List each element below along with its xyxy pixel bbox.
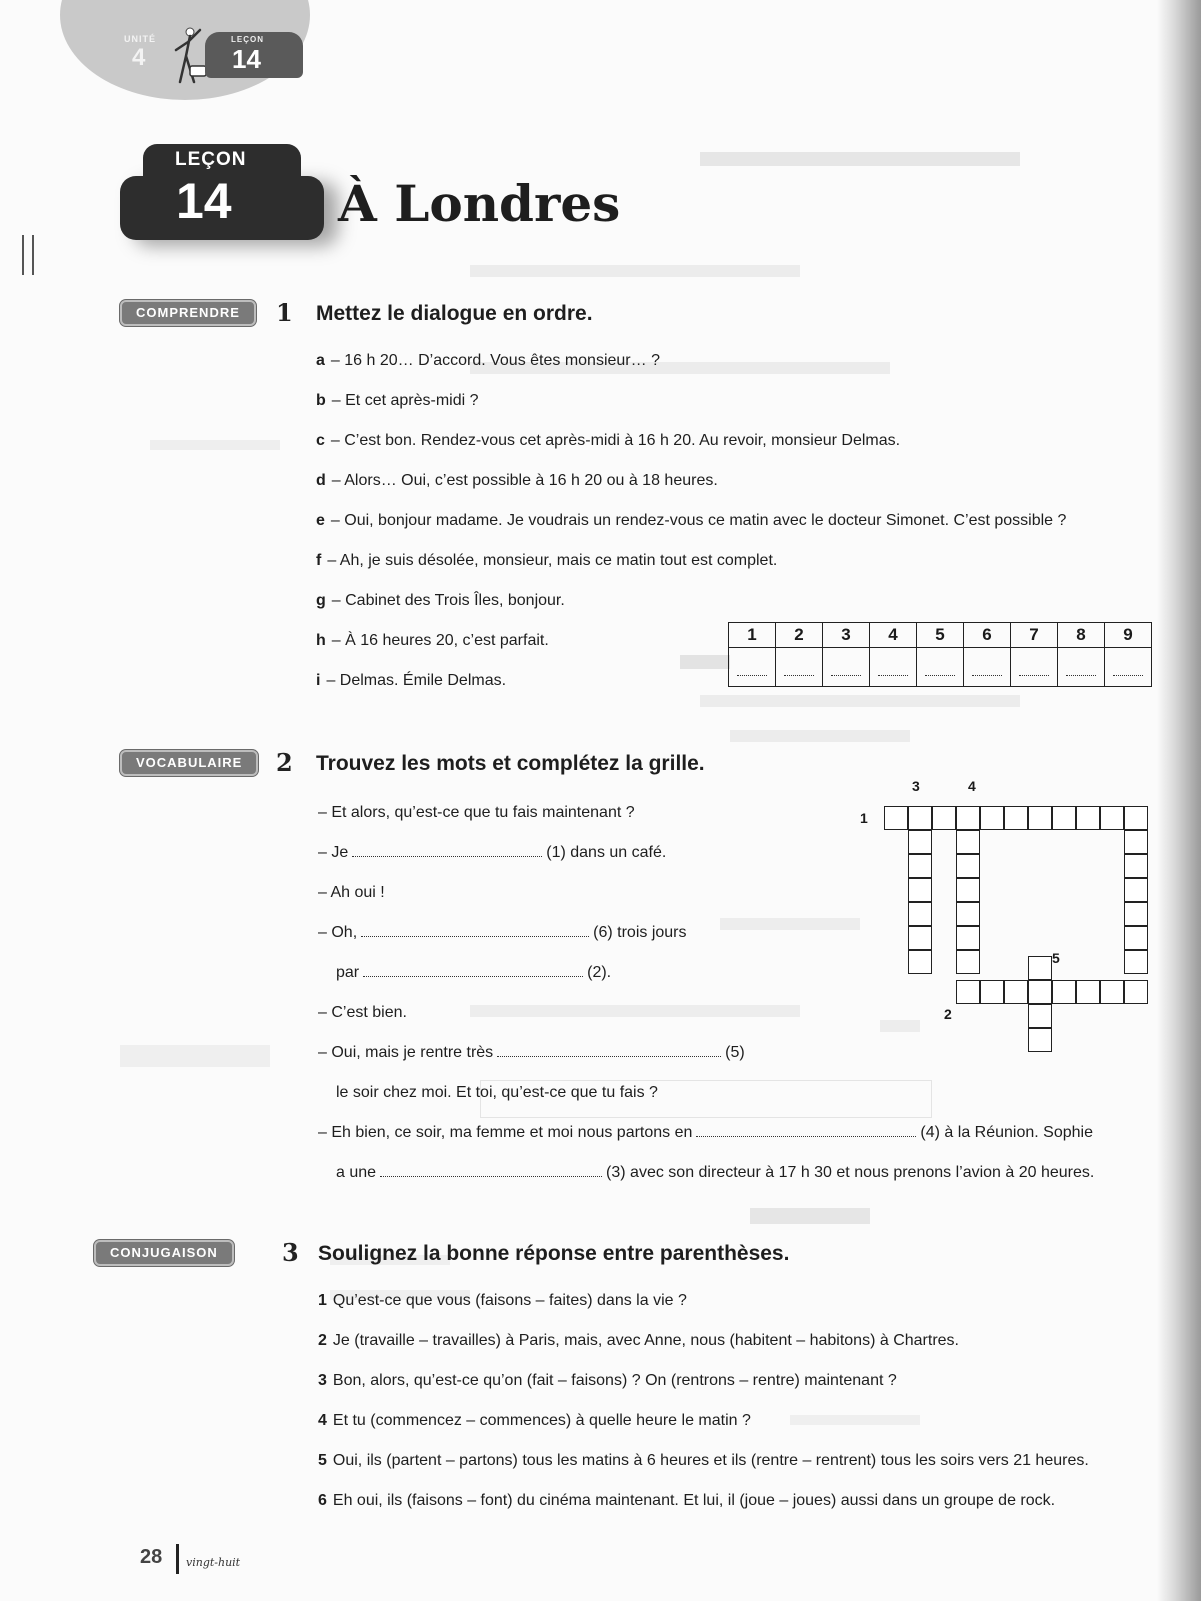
exercise-3-title: Soulignez la bonne réponse entre parenthèses. [318,1242,790,1265]
crossword-cell[interactable] [980,980,1004,1004]
section-tag-vocabulaire: VOCABULAIRE [120,750,258,776]
crossword-cell[interactable] [1124,902,1148,926]
vocab-line: par (2). [336,964,612,981]
grid-answer-cell[interactable] [1105,648,1152,687]
crossword-cell[interactable] [1124,926,1148,950]
grid-answer-cell[interactable] [870,648,917,687]
crossword-cell[interactable] [956,830,980,854]
crossword-cell[interactable] [1124,980,1148,1004]
conjugation-line: 3 Bon, alors, qu’est-ce qu’on (fait – faisons) ? On (rentrons – rentre) maintenant ? [318,1372,897,1389]
crossword-cell[interactable] [956,926,980,950]
grid-header: 9 [1105,623,1152,648]
section-tag-conjugaison: CONJUGAISON [94,1240,234,1266]
crossword-number-2: 2 [944,1006,952,1022]
grid-header: 4 [870,623,917,648]
crossword-cell[interactable] [1100,980,1124,1004]
crossword-cell[interactable] [1028,956,1052,980]
lesson-label: LEÇON [175,149,247,170]
crossword-cell[interactable] [932,806,956,830]
crossword-cell[interactable] [884,806,908,830]
crossword-cell[interactable] [908,926,932,950]
dialogue-line: e – Oui, bonjour madame. Je voudrais un rendez-vous ce matin avec le docteur Simonet. C’est possible ? [316,512,1067,529]
dialogue-line: f – Ah, je suis désolée, monsieur, mais ce matin tout est complet. [316,552,778,569]
exercise-2-number: 2 [276,748,293,777]
crossword-number-4: 4 [968,778,976,794]
fill-blank-4[interactable] [696,1135,916,1137]
crossword-cell[interactable] [908,854,932,878]
fill-blank-2[interactable] [363,975,583,977]
exercise-2-title: Trouvez les mots et complétez la grille. [316,752,705,775]
lesson-small-number: 14 [232,44,261,74]
crossword-cell[interactable] [956,980,980,1004]
crossword-cell[interactable] [1124,854,1148,878]
conjugation-line: 6 Eh oui, ils (faisons – font) du cinéma maintenant. Et lui, il (joue – joues) aussi dans un groupe de rock. [318,1492,1056,1509]
vocab-line: – Je (1) dans un café. [318,844,667,861]
grid-answer-cell[interactable] [964,648,1011,687]
grid-header: 1 [729,623,776,648]
dialogue-line: b – Et cet après-midi ? [316,392,479,409]
vocab-line: – C’est bien. [318,1004,407,1021]
dialogue-line: h – À 16 heures 20, c’est parfait. [316,632,549,649]
margin-marks [22,235,34,275]
crossword-cell[interactable] [956,806,980,830]
grid-header: 8 [1058,623,1105,648]
vocab-line: le soir chez moi. Et toi, qu’est-ce que tu fais ? [336,1084,658,1101]
lesson-title: À Londres [338,174,621,233]
conjugation-line: 2 Je (travaille – travailles) à Paris, mais, avec Anne, nous (habitent – habitons) à Chartres. [318,1332,959,1349]
crossword-cell[interactable] [956,950,980,974]
crossword-grid [860,780,1160,1090]
crossword-cell[interactable] [1028,1028,1052,1052]
grid-header: 6 [964,623,1011,648]
crossword-cell[interactable] [908,902,932,926]
dialogue-line: a – 16 h 20… D’accord. Vous êtes monsieur… ? [316,352,660,369]
fill-blank-1[interactable] [352,855,542,857]
page-number: 28 [140,1546,163,1568]
grid-header: 2 [776,623,823,648]
folio-divider [176,1544,179,1574]
section-tag-comprendre: COMPRENDRE [120,300,256,326]
crossword-cell[interactable] [1124,878,1148,902]
crossword-cell[interactable] [1076,806,1100,830]
dialogue-line: c – C’est bon. Rendez-vous cet après-midi à 16 h 20. Au revoir, monsieur Delmas. [316,432,901,449]
lesson-tag [112,140,332,244]
crossword-number-3: 3 [912,778,920,794]
lesson-number: 14 [176,173,232,229]
crossword-cell[interactable] [1028,1004,1052,1028]
crossword-cell[interactable] [1100,806,1124,830]
crossword-cell[interactable] [956,902,980,926]
crossword-cell[interactable] [1004,806,1028,830]
dialogue-line: d – Alors… Oui, c’est possible à 16 h 20 ou à 18 heures. [316,472,718,489]
crossword-cell[interactable] [1124,950,1148,974]
crossword-cell[interactable] [1124,830,1148,854]
crossword-cell[interactable] [1052,980,1076,1004]
exercise-3-number: 3 [282,1238,299,1267]
crossword-cell[interactable] [908,950,932,974]
grid-answer-cell[interactable] [776,648,823,687]
dialogue-line: g – Cabinet des Trois Îles, bonjour. [316,592,565,609]
binding-shadow [1157,0,1201,1601]
vocab-line: – Oh, (6) trois jours [318,924,687,941]
fill-blank-5[interactable] [497,1055,721,1057]
vocab-line: – Ah oui ! [318,884,385,901]
conjugation-line: 4 Et tu (commencez – commences) à quelle heure le matin ? [318,1412,751,1429]
grid-header: 3 [823,623,870,648]
vocab-line: – Et alors, qu’est-ce que tu fais maintenant ? [318,804,635,821]
crossword-cell[interactable] [908,806,932,830]
crossword-cell[interactable] [908,830,932,854]
grid-answer-cell[interactable] [1011,648,1058,687]
fill-blank-3[interactable] [380,1175,602,1177]
grid-answer-cell[interactable] [729,648,776,687]
exercise-1-number: 1 [276,298,293,327]
crossword-cell[interactable] [1052,806,1076,830]
page-number-words: vingt-huit [186,1556,241,1569]
exercise-1-title: Mettez le dialogue en ordre. [316,302,593,325]
lesson-small-label: LEÇON [231,35,264,44]
crossword-cell[interactable] [956,878,980,902]
crossword-cell[interactable] [1124,806,1148,830]
crossword-cell[interactable] [980,806,1004,830]
conjugation-line: 5 Oui, ils (partent – partons) tous les matins à 6 heures et ils (rentre – rentrent) tous les soirs vers 21 heures. [318,1452,1089,1469]
crossword-cell[interactable] [1028,980,1052,1004]
crossword-number-1: 1 [860,810,868,826]
conjugation-line: 1 Qu’est-ce que vous (faisons – faites) dans la vie ? [318,1292,687,1309]
order-answer-grid [728,622,1152,687]
crossword-cell[interactable] [1076,980,1100,1004]
crossword-number-5: 5 [1052,950,1060,966]
vocab-line: – Oui, mais je rentre très (5) [318,1044,745,1061]
crossword-cell[interactable] [956,854,980,878]
grid-answer-cell[interactable] [1058,648,1105,687]
fill-blank-6[interactable] [361,935,589,937]
vocab-line: a une (3) avec son directeur à 17 h 30 et nous prenons l’avion à 20 heures. [336,1164,1095,1181]
grid-header: 5 [917,623,964,648]
crossword-cell[interactable] [1004,980,1028,1004]
crossword-cell[interactable] [1028,806,1052,830]
vocab-line: – Eh bien, ce soir, ma femme et moi nous partons en (4) à la Réunion. Sophie [318,1124,1093,1141]
dialogue-line: i – Delmas. Émile Delmas. [316,672,507,689]
unit-label: UNITÉ [124,34,156,44]
crossword-cell[interactable] [908,878,932,902]
grid-header: 7 [1011,623,1058,648]
student-figure-icon [168,26,208,90]
unit-number: 4 [132,44,146,71]
grid-answer-cell[interactable] [823,648,870,687]
grid-answer-cell[interactable] [917,648,964,687]
